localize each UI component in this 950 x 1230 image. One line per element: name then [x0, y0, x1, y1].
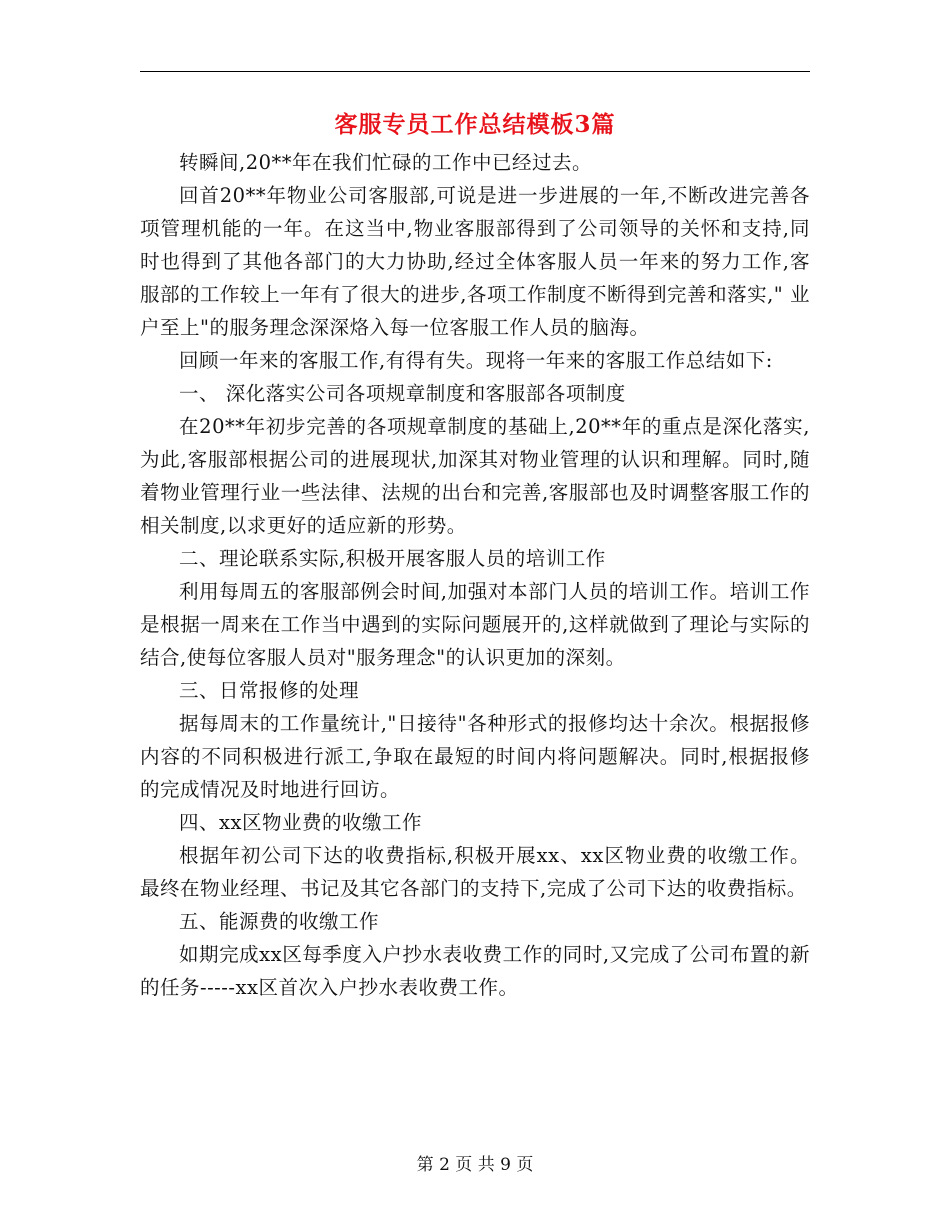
header-rule: [140, 71, 810, 72]
paragraph-summary-lead: 回顾一年来的客服工作,有得有失。现将一年来的客服工作总结如下:: [179, 349, 773, 372]
document-body: [140, 146, 810, 1004]
section-heading-1: 一、 深化落实公司各项规章制度和客服部各项制度: [179, 382, 626, 405]
section-body-3: 据每周末的工作量统计,"日接待"各种形式的报修均达十余次。根据报修内容的不同积极进行派工,争取在最短的时间内将问题解决。同时,根据报修的完成情况及时地进行回访。: [140, 712, 810, 801]
paragraph-review: 回首20**年物业公司客服部,可说是进一步进展的一年,不断改进完善各项管理机能的一年。在这当中,物业客服部得到了公司领导的关怀和支持,同时也得到了其他各部门的大力协助,经过全体客服人员一年来的努力工作,客服部的工作较上一年有了很大的进步,各项工作制度不断得到完善和落实," 业户至上"的服务理念深深烙入每一位客服工作人员的脑海。: [140, 184, 810, 339]
section-body-1: 在20**年初步完善的各项规章制度的基础上,20**年的重点是深化落实,为此,客服部根据公司的进展现状,加深其对物业管理的认识和理解。同时,随着物业管理行业一些法律、法规的出台和完善,客服部也及时调整客服工作的相关制度,以求更好的适应新的形势。: [140, 415, 810, 537]
section-heading-5: 五、能源费的收缴工作: [179, 910, 380, 933]
section-heading-3: 三、日常报修的处理: [179, 679, 360, 702]
section-heading-4: 四、xx区物业费的收缴工作: [179, 811, 422, 834]
section-body-2: 利用每周五的客服部例会时间,加强对本部门人员的培训工作。培训工作是根据一周来在工作当中遇到的实际问题展开的,这样就做到了理论与实际的结合,使每位客服人员对"服务理念"的认识更加的深刻。: [140, 580, 810, 669]
page-number: 第 2 页 共 9 页: [416, 1155, 534, 1175]
section-heading-2: 二、理论联系实际,积极开展客服人员的培训工作: [179, 547, 606, 570]
document-title: 客服专员工作总结模板3篇: [334, 111, 616, 138]
section-body-5: 如期完成xx区每季度入户抄水表收费工作的同时,又完成了公司布置的新的任务-----xx区首次入户抄水表收费工作。: [140, 943, 810, 999]
section-body-4: 根据年初公司下达的收费指标,积极开展xx、xx区物业费的收缴工作。最终在物业经理、书记及其它各部门的支持下,完成了公司下达的收费指标。: [140, 844, 810, 900]
paragraph-intro: 转瞬间,20**年在我们忙碌的工作中已经过去。: [179, 151, 593, 174]
